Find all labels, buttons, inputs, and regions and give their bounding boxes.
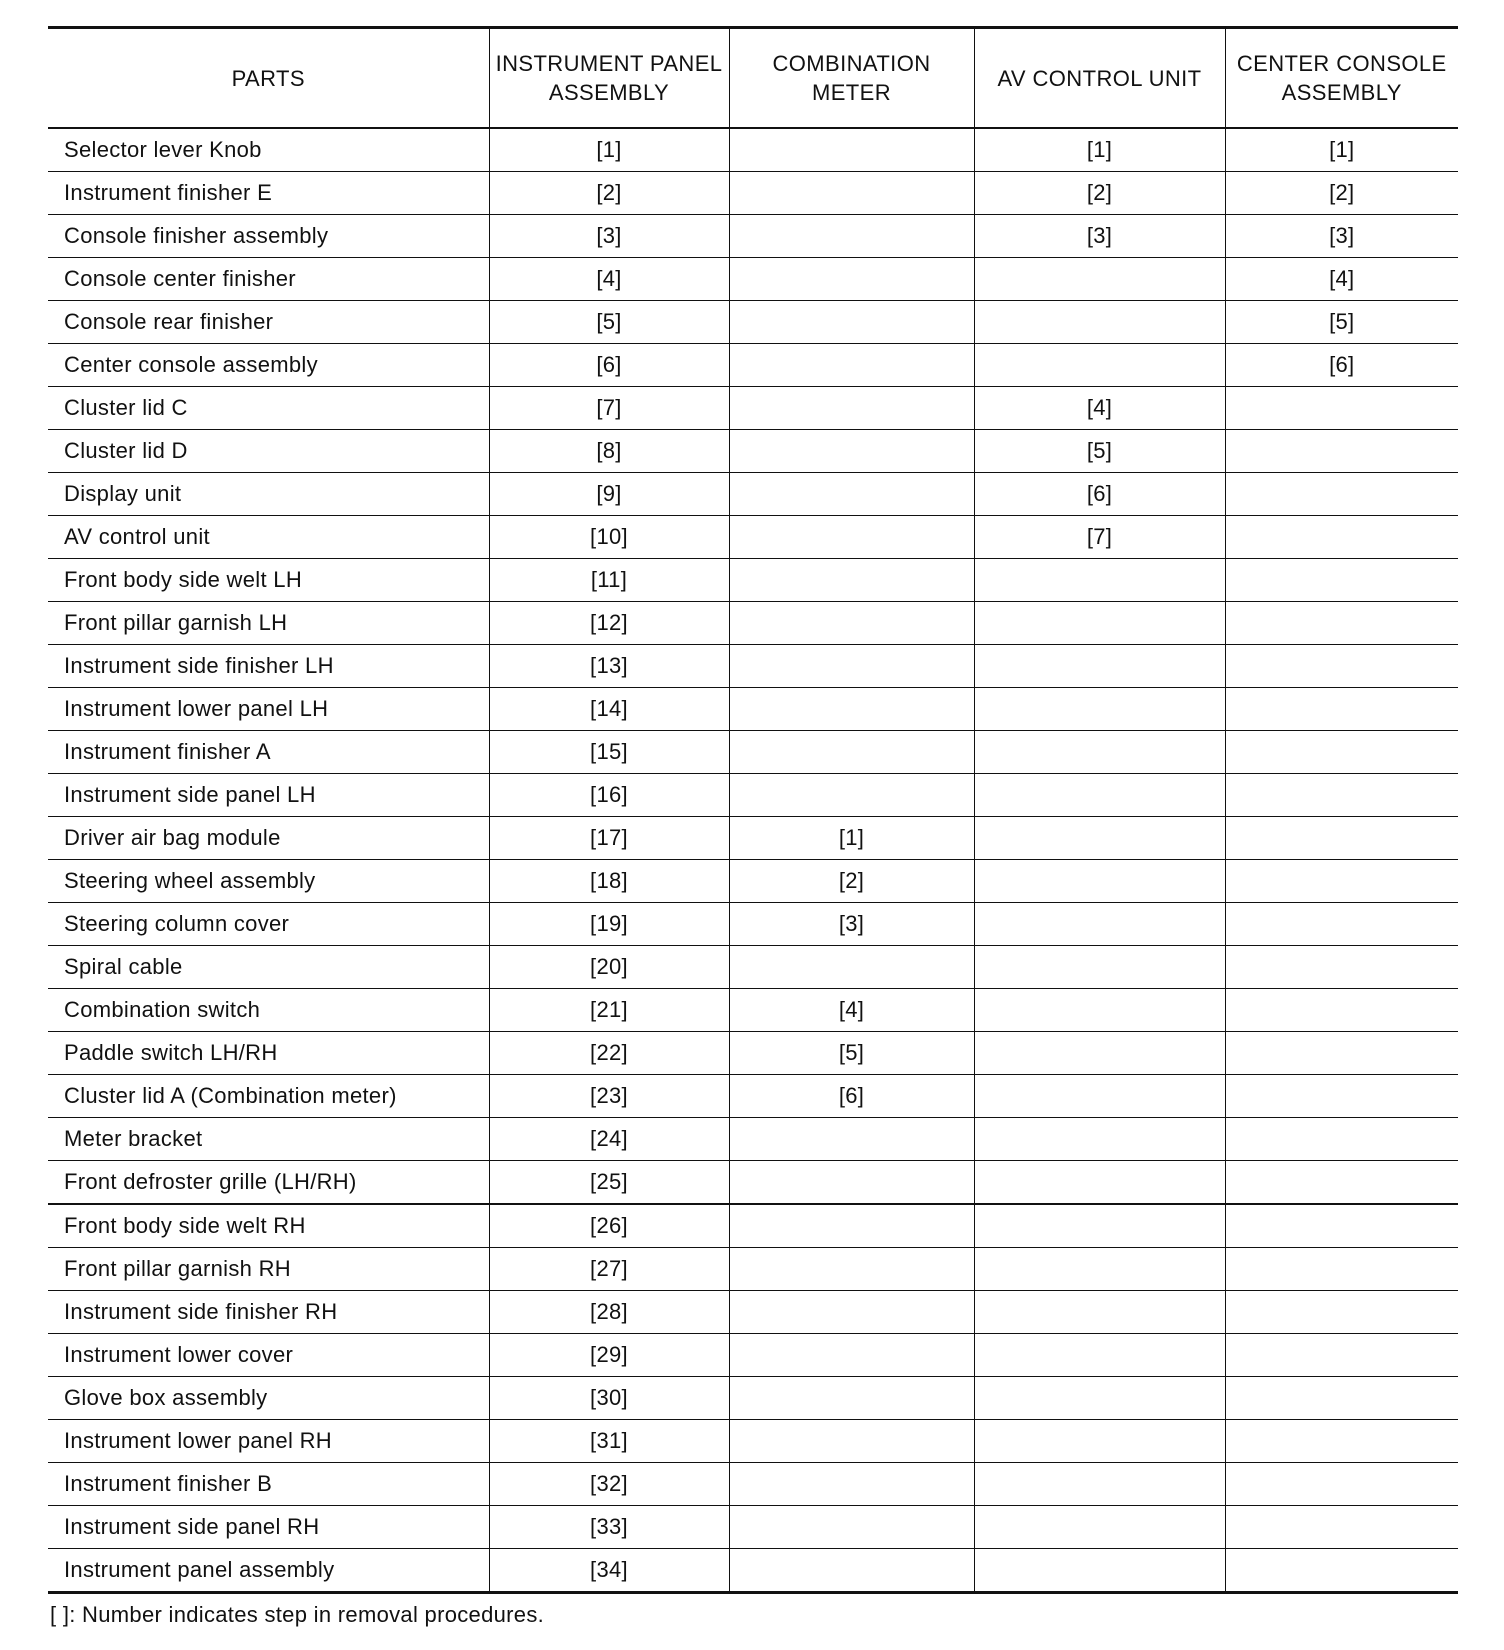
combination-meter-step: [6]: [729, 1075, 974, 1118]
av-control-unit-step: [974, 301, 1225, 344]
combination-meter-step: [729, 1291, 974, 1334]
combination-meter-step: [729, 1377, 974, 1420]
center-console-step: [1225, 1075, 1458, 1118]
part-name: Glove box assembly: [48, 1377, 489, 1420]
instrument-panel-step: [30]: [489, 1377, 729, 1420]
header-parts: PARTS: [48, 28, 489, 129]
combination-meter-step: [729, 559, 974, 602]
center-console-step: [1225, 1463, 1458, 1506]
combination-meter-step: [729, 602, 974, 645]
table-row: [48, 128, 1458, 172]
combination-meter-step: [4]: [729, 989, 974, 1032]
instrument-panel-step: [25]: [489, 1161, 729, 1205]
instrument-panel-step: [11]: [489, 559, 729, 602]
part-name: Console center finisher: [48, 258, 489, 301]
center-console-step: [1225, 1204, 1458, 1248]
instrument-panel-step: [2]: [489, 172, 729, 215]
table-row: [48, 516, 1458, 559]
center-console-step: [1225, 473, 1458, 516]
removal-sequence-document: [48, 26, 1458, 1628]
combination-meter-step: [1]: [729, 817, 974, 860]
header-av-control-unit: AV CONTROL UNIT: [974, 28, 1225, 129]
center-console-step: [1225, 688, 1458, 731]
part-name: Cluster lid C: [48, 387, 489, 430]
center-console-step: [1225, 1506, 1458, 1549]
part-name: AV control unit: [48, 516, 489, 559]
parts-removal-table: [48, 26, 1458, 1594]
part-name: Driver air bag module: [48, 817, 489, 860]
table-row: [48, 387, 1458, 430]
combination-meter-step: [729, 774, 974, 817]
table-row: [48, 946, 1458, 989]
center-console-step: [1]: [1225, 128, 1458, 172]
part-name: Instrument side finisher LH: [48, 645, 489, 688]
table-row: [48, 172, 1458, 215]
table-row: [48, 731, 1458, 774]
av-control-unit-step: [974, 1377, 1225, 1420]
combination-meter-step: [729, 1161, 974, 1205]
instrument-panel-step: [6]: [489, 344, 729, 387]
instrument-panel-step: [27]: [489, 1248, 729, 1291]
combination-meter-step: [729, 215, 974, 258]
part-name: Instrument finisher B: [48, 1463, 489, 1506]
instrument-panel-step: [22]: [489, 1032, 729, 1075]
instrument-panel-step: [34]: [489, 1549, 729, 1593]
center-console-step: [1225, 1161, 1458, 1205]
part-name: Center console assembly: [48, 344, 489, 387]
part-name: Front pillar garnish LH: [48, 602, 489, 645]
table-row: [48, 1420, 1458, 1463]
table-row: [48, 1291, 1458, 1334]
instrument-panel-step: [3]: [489, 215, 729, 258]
av-control-unit-step: [1]: [974, 128, 1225, 172]
table-body: [48, 128, 1458, 1593]
header-instrument-panel-assembly: INSTRUMENT PANEL ASSEMBLY: [489, 28, 729, 129]
table-row: [48, 1075, 1458, 1118]
part-name: Combination switch: [48, 989, 489, 1032]
instrument-panel-step: [17]: [489, 817, 729, 860]
combination-meter-step: [729, 688, 974, 731]
instrument-panel-step: [15]: [489, 731, 729, 774]
table-row: [48, 774, 1458, 817]
center-console-step: [1225, 1248, 1458, 1291]
instrument-panel-step: [18]: [489, 860, 729, 903]
table-row: [48, 903, 1458, 946]
center-console-step: [1225, 774, 1458, 817]
part-name: Instrument lower panel LH: [48, 688, 489, 731]
av-control-unit-step: [974, 1118, 1225, 1161]
part-name: Meter bracket: [48, 1118, 489, 1161]
combination-meter-step: [729, 946, 974, 989]
table-row: [48, 215, 1458, 258]
part-name: Instrument finisher A: [48, 731, 489, 774]
av-control-unit-step: [974, 989, 1225, 1032]
table-row: [48, 301, 1458, 344]
center-console-step: [1225, 860, 1458, 903]
table-row: [48, 1248, 1458, 1291]
instrument-panel-step: [16]: [489, 774, 729, 817]
part-name: Display unit: [48, 473, 489, 516]
av-control-unit-step: [2]: [974, 172, 1225, 215]
av-control-unit-step: [974, 602, 1225, 645]
instrument-panel-step: [23]: [489, 1075, 729, 1118]
header-center-console-assembly: CENTER CONSOLE ASSEMBLY: [1225, 28, 1458, 129]
table-row: [48, 989, 1458, 1032]
combination-meter-step: [729, 387, 974, 430]
table-row: [48, 860, 1458, 903]
instrument-panel-step: [24]: [489, 1118, 729, 1161]
av-control-unit-step: [4]: [974, 387, 1225, 430]
av-control-unit-step: [974, 344, 1225, 387]
part-name: Front defroster grille (LH/RH): [48, 1161, 489, 1205]
combination-meter-step: [729, 1506, 974, 1549]
header-combination-meter: COMBINATION METER: [729, 28, 974, 129]
center-console-step: [5]: [1225, 301, 1458, 344]
table-row: [48, 559, 1458, 602]
av-control-unit-step: [974, 817, 1225, 860]
part-name: Paddle switch LH/RH: [48, 1032, 489, 1075]
instrument-panel-step: [21]: [489, 989, 729, 1032]
part-name: Selector lever Knob: [48, 128, 489, 172]
instrument-panel-step: [10]: [489, 516, 729, 559]
instrument-panel-step: [20]: [489, 946, 729, 989]
center-console-step: [1225, 731, 1458, 774]
part-name: Console finisher assembly: [48, 215, 489, 258]
part-name: Instrument lower panel RH: [48, 1420, 489, 1463]
combination-meter-step: [729, 473, 974, 516]
combination-meter-step: [729, 1248, 974, 1291]
table-row: [48, 645, 1458, 688]
instrument-panel-step: [32]: [489, 1463, 729, 1506]
table-row: [48, 1161, 1458, 1205]
table-row: [48, 817, 1458, 860]
combination-meter-step: [729, 1334, 974, 1377]
combination-meter-step: [729, 301, 974, 344]
table-row: [48, 473, 1458, 516]
center-console-step: [1225, 903, 1458, 946]
instrument-panel-step: [5]: [489, 301, 729, 344]
part-name: Steering wheel assembly: [48, 860, 489, 903]
combination-meter-step: [729, 172, 974, 215]
combination-meter-step: [729, 731, 974, 774]
av-control-unit-step: [974, 774, 1225, 817]
instrument-panel-step: [31]: [489, 1420, 729, 1463]
part-name: Console rear finisher: [48, 301, 489, 344]
av-control-unit-step: [974, 1204, 1225, 1248]
instrument-panel-step: [7]: [489, 387, 729, 430]
table-row: [48, 1118, 1458, 1161]
av-control-unit-step: [7]: [974, 516, 1225, 559]
instrument-panel-step: [8]: [489, 430, 729, 473]
center-console-step: [1225, 1549, 1458, 1593]
part-name: Steering column cover: [48, 903, 489, 946]
combination-meter-step: [729, 1204, 974, 1248]
instrument-panel-step: [13]: [489, 645, 729, 688]
part-name: Instrument panel assembly: [48, 1549, 489, 1593]
instrument-panel-step: [29]: [489, 1334, 729, 1377]
av-control-unit-step: [974, 688, 1225, 731]
av-control-unit-step: [6]: [974, 473, 1225, 516]
combination-meter-step: [729, 516, 974, 559]
part-name: Front body side welt LH: [48, 559, 489, 602]
table-header-row: [48, 28, 1458, 129]
combination-meter-step: [729, 645, 974, 688]
center-console-step: [1225, 1118, 1458, 1161]
av-control-unit-step: [974, 1334, 1225, 1377]
instrument-panel-step: [14]: [489, 688, 729, 731]
combination-meter-step: [3]: [729, 903, 974, 946]
table-row: [48, 688, 1458, 731]
center-console-step: [2]: [1225, 172, 1458, 215]
instrument-panel-step: [19]: [489, 903, 729, 946]
combination-meter-step: [2]: [729, 860, 974, 903]
instrument-panel-step: [1]: [489, 128, 729, 172]
av-control-unit-step: [974, 1291, 1225, 1334]
center-console-step: [4]: [1225, 258, 1458, 301]
center-console-step: [1225, 516, 1458, 559]
av-control-unit-step: [974, 1463, 1225, 1506]
table-row: [48, 258, 1458, 301]
table-row: [48, 1334, 1458, 1377]
table-row: [48, 1204, 1458, 1248]
av-control-unit-step: [974, 1506, 1225, 1549]
center-console-step: [1225, 387, 1458, 430]
table-row: [48, 1463, 1458, 1506]
part-name: Spiral cable: [48, 946, 489, 989]
instrument-panel-step: [12]: [489, 602, 729, 645]
part-name: Cluster lid D: [48, 430, 489, 473]
center-console-step: [1225, 1032, 1458, 1075]
table-row: [48, 1549, 1458, 1593]
combination-meter-step: [729, 1420, 974, 1463]
table-row: [48, 430, 1458, 473]
instrument-panel-step: [33]: [489, 1506, 729, 1549]
part-name: Instrument side panel LH: [48, 774, 489, 817]
av-control-unit-step: [974, 1248, 1225, 1291]
combination-meter-step: [729, 258, 974, 301]
center-console-step: [1225, 645, 1458, 688]
table-row: [48, 602, 1458, 645]
combination-meter-step: [5]: [729, 1032, 974, 1075]
av-control-unit-step: [974, 731, 1225, 774]
av-control-unit-step: [974, 258, 1225, 301]
part-name: Front pillar garnish RH: [48, 1248, 489, 1291]
table-row: [48, 1377, 1458, 1420]
av-control-unit-step: [974, 1075, 1225, 1118]
av-control-unit-step: [3]: [974, 215, 1225, 258]
center-console-step: [1225, 1420, 1458, 1463]
center-console-step: [1225, 602, 1458, 645]
av-control-unit-step: [974, 1420, 1225, 1463]
av-control-unit-step: [974, 1549, 1225, 1593]
center-console-step: [1225, 989, 1458, 1032]
center-console-step: [1225, 1334, 1458, 1377]
center-console-step: [6]: [1225, 344, 1458, 387]
center-console-step: [1225, 430, 1458, 473]
table-row: [48, 344, 1458, 387]
instrument-panel-step: [4]: [489, 258, 729, 301]
av-control-unit-step: [974, 903, 1225, 946]
part-name: Instrument side finisher RH: [48, 1291, 489, 1334]
instrument-panel-step: [26]: [489, 1204, 729, 1248]
instrument-panel-step: [28]: [489, 1291, 729, 1334]
av-control-unit-step: [5]: [974, 430, 1225, 473]
combination-meter-step: [729, 1463, 974, 1506]
center-console-step: [1225, 1377, 1458, 1420]
combination-meter-step: [729, 1549, 974, 1593]
instrument-panel-step: [9]: [489, 473, 729, 516]
combination-meter-step: [729, 430, 974, 473]
av-control-unit-step: [974, 1161, 1225, 1205]
part-name: Instrument finisher E: [48, 172, 489, 215]
combination-meter-step: [729, 1118, 974, 1161]
part-name: Instrument lower cover: [48, 1334, 489, 1377]
av-control-unit-step: [974, 860, 1225, 903]
combination-meter-step: [729, 128, 974, 172]
av-control-unit-step: [974, 559, 1225, 602]
table-row: [48, 1506, 1458, 1549]
av-control-unit-step: [974, 645, 1225, 688]
part-name: Cluster lid A (Combination meter): [48, 1075, 489, 1118]
av-control-unit-step: [974, 1032, 1225, 1075]
part-name: Instrument side panel RH: [48, 1506, 489, 1549]
footnote: [ ]: Number indicates step in removal procedures.: [50, 1602, 545, 1627]
center-console-step: [1225, 946, 1458, 989]
center-console-step: [1225, 559, 1458, 602]
center-console-step: [3]: [1225, 215, 1458, 258]
table-row: [48, 1032, 1458, 1075]
av-control-unit-step: [974, 946, 1225, 989]
part-name: Front body side welt RH: [48, 1204, 489, 1248]
combination-meter-step: [729, 344, 974, 387]
center-console-step: [1225, 1291, 1458, 1334]
center-console-step: [1225, 817, 1458, 860]
